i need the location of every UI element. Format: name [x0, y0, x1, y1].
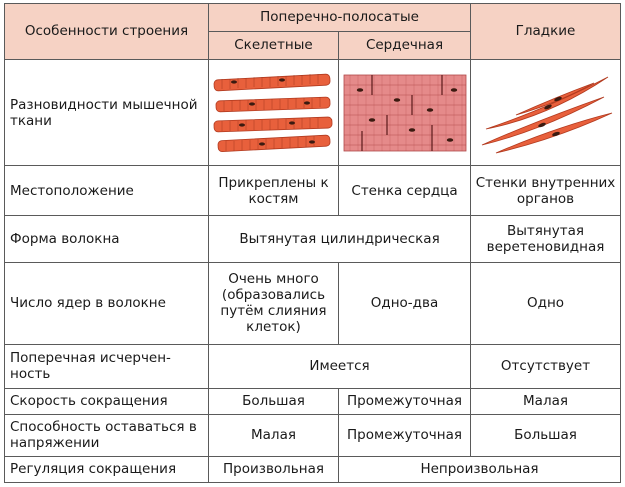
nuclei-smooth: Одно	[471, 262, 621, 344]
header-striated: Поперечно-полосатые	[209, 4, 471, 32]
speed-cardiac: Промежуточная	[339, 388, 471, 414]
cardiac-fibers-illustration	[342, 71, 468, 155]
location-cardiac: Стенка сердца	[339, 166, 471, 216]
row-nuclei-label: Число ядер в волокне	[5, 262, 209, 344]
nuclei-skeletal: Очень много (образовались путём слияния клеток)	[209, 262, 339, 344]
speed-smooth: Малая	[471, 388, 621, 414]
skeletal-fibers-illustration	[212, 71, 336, 155]
row-types-label: Разновидности мышечной ткани	[5, 60, 209, 166]
row-tension-label: Способность оставаться в напряжении	[5, 414, 209, 456]
header-cardiac: Сердечная	[339, 32, 471, 60]
row-speed-label: Скорость сокращения	[5, 388, 209, 414]
row-fiber-shape-label: Форма волокна	[5, 216, 209, 262]
smooth-muscle-image	[471, 60, 621, 166]
regulation-other: Непроизвольная	[339, 456, 621, 482]
row-striation-label: Поперечная исчерчен-ность	[5, 344, 209, 388]
row-regulation-label: Регуляция сокращения	[5, 456, 209, 482]
location-skeletal: Прикреплены к костям	[209, 166, 339, 216]
skeletal-muscle-image	[209, 60, 339, 166]
striation-smooth: Отсутствует	[471, 344, 621, 388]
header-features: Особенности строения	[5, 4, 209, 60]
header-smooth: Гладкие	[471, 4, 621, 60]
header-skeletal: Скелетные	[209, 32, 339, 60]
tension-cardiac: Промежуточная	[339, 414, 471, 456]
fiber-shape-smooth: Вытянутая веретеновидная	[471, 216, 621, 262]
row-location-label: Местоположение	[5, 166, 209, 216]
regulation-skeletal: Произвольная	[209, 456, 339, 482]
speed-skeletal: Большая	[209, 388, 339, 414]
cardiac-muscle-image	[339, 60, 471, 166]
tension-skeletal: Малая	[209, 414, 339, 456]
nuclei-cardiac: Одно-два	[339, 262, 471, 344]
smooth-fibers-illustration	[476, 69, 616, 157]
striation-striated: Имеется	[209, 344, 471, 388]
fiber-shape-striated: Вытянутая цилиндрическая	[209, 216, 471, 262]
location-smooth: Стенки внутренних органов	[471, 166, 621, 216]
muscle-tissue-table	[4, 3, 621, 483]
tension-smooth: Большая	[471, 414, 621, 456]
